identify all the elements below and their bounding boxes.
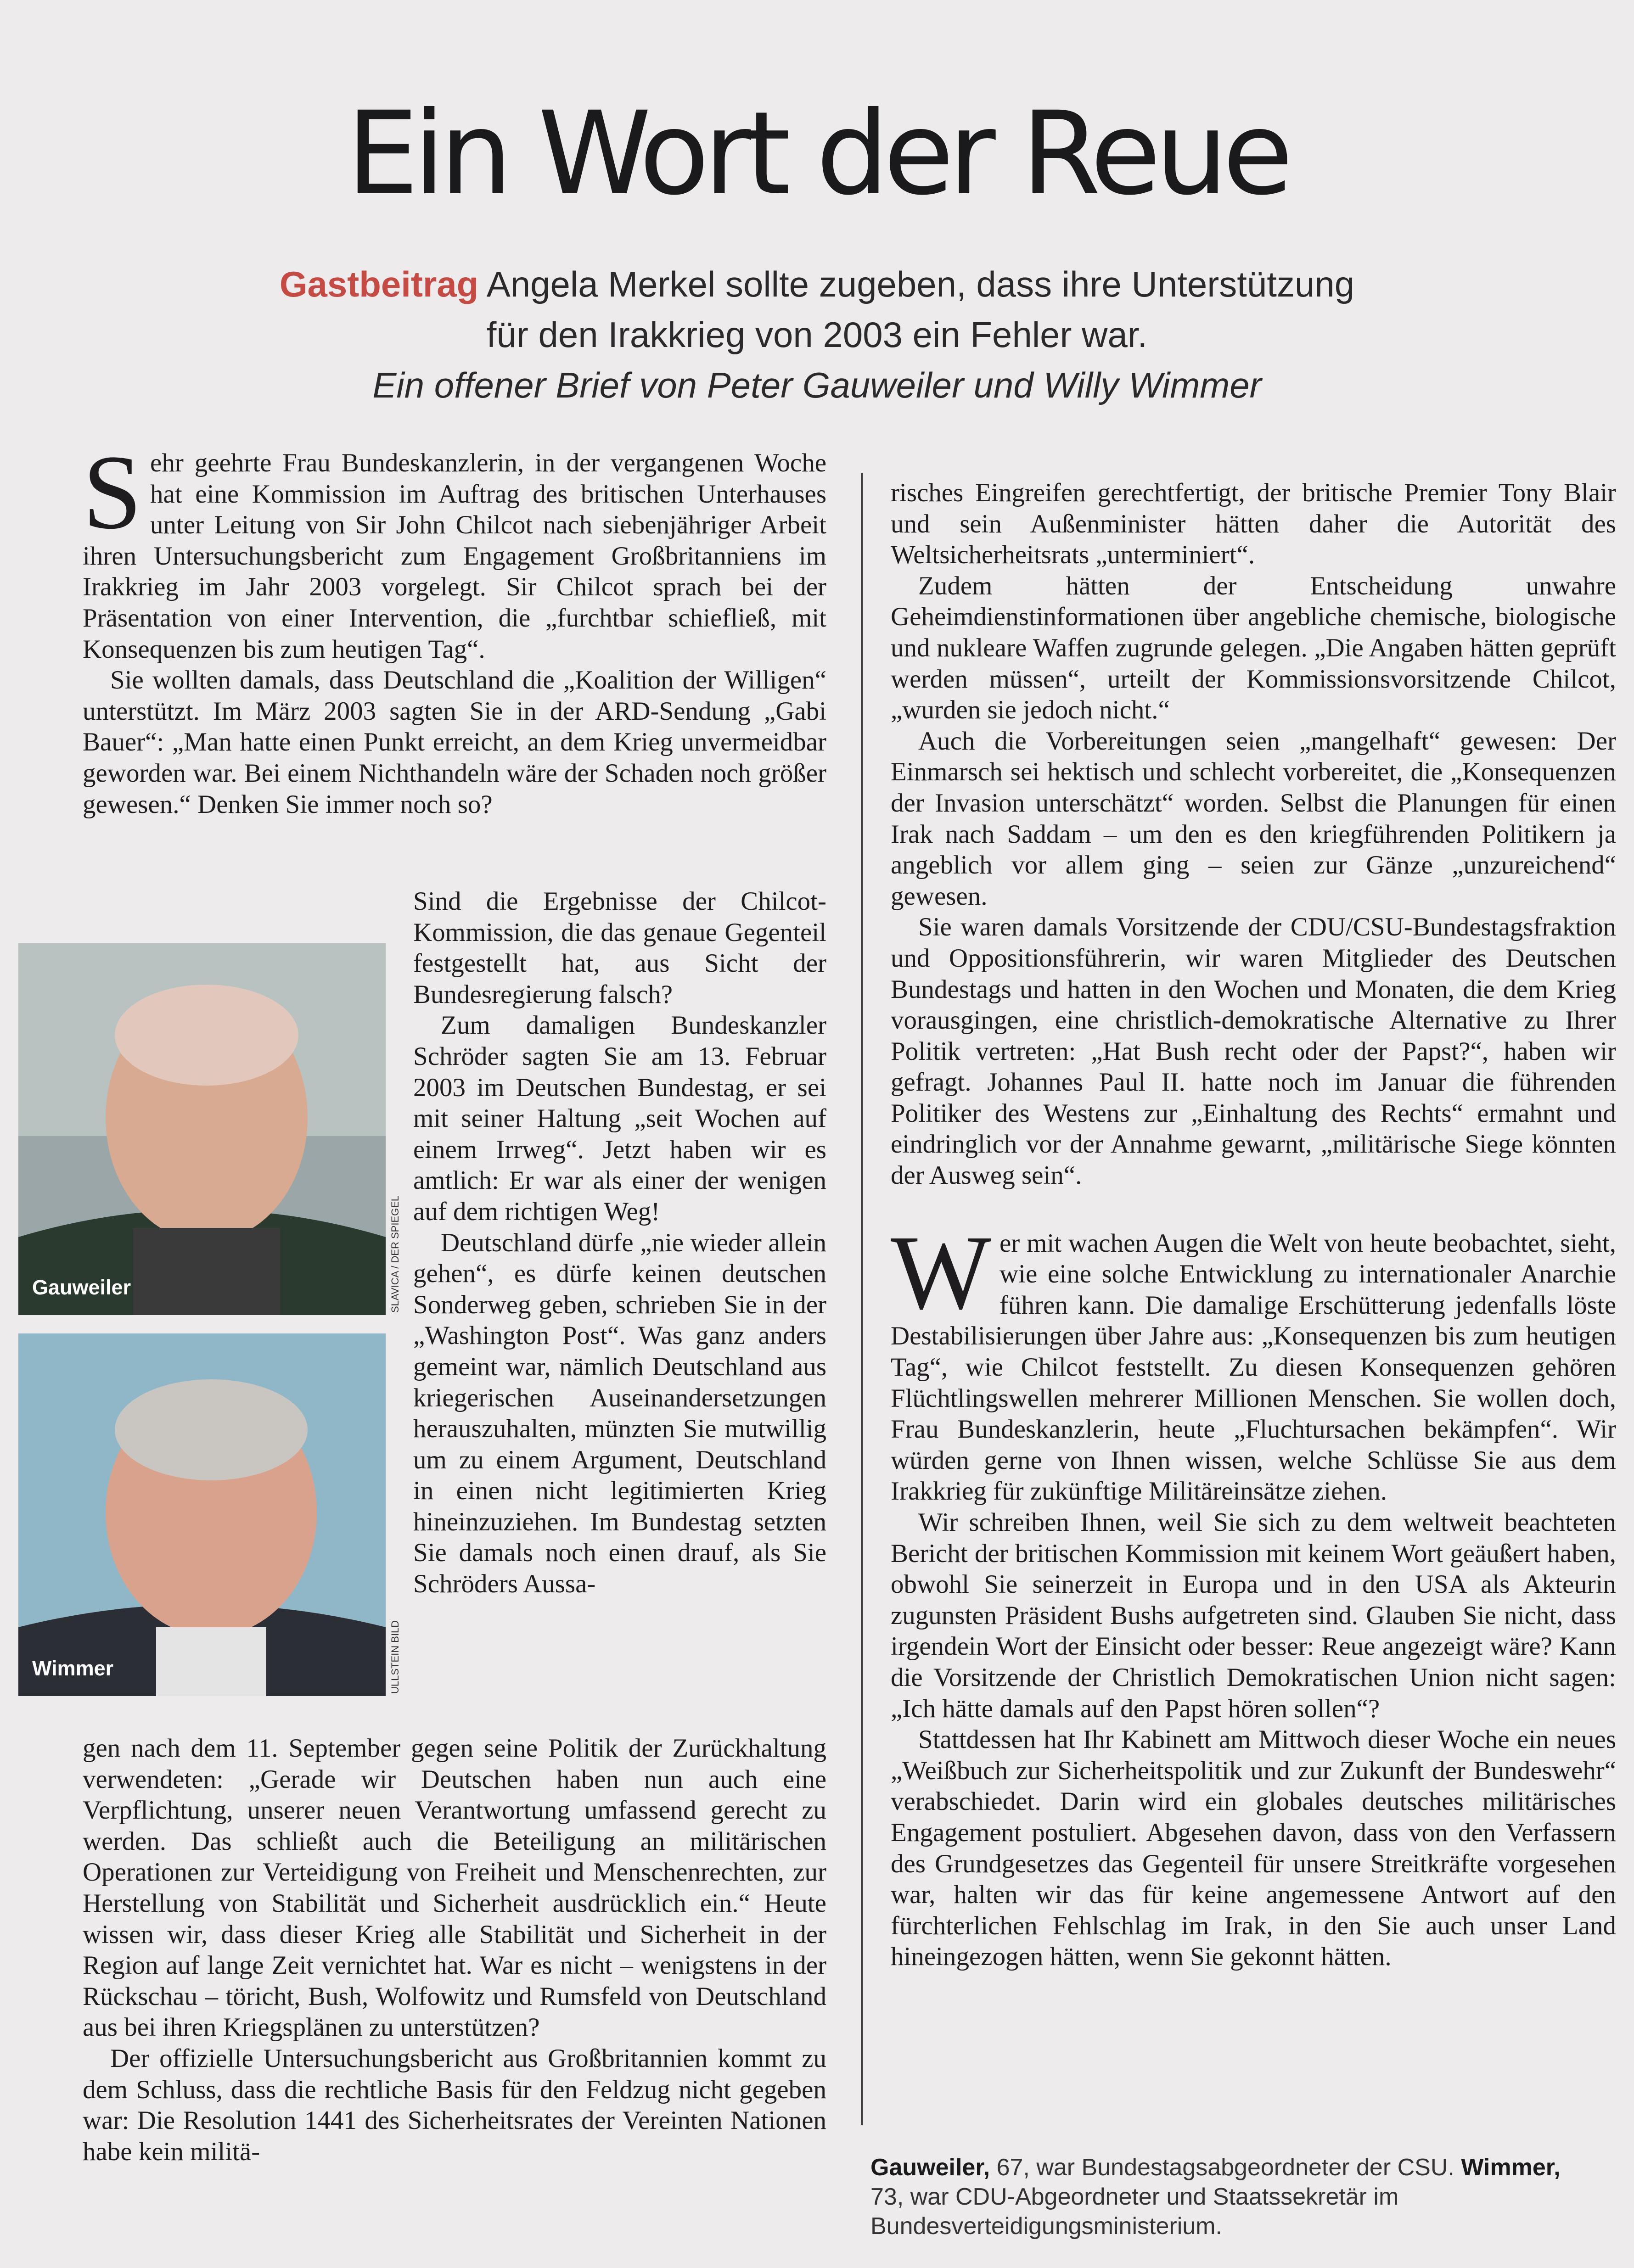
column-divider [861,473,863,2125]
paragraph: Stattdessen hat Ihr Kabinett am Mittwoch dieser Woche ein neues „Weißbuch zur Sicherheitspolitik und zur Zukunft der Bundeswehr“ verabschiedet. Darin wird ein globales deutsches militärisches Engagement postuliert. Abgesehen davon, dass von den Verfassern des Grundgesetzes das Gegenteil für unsere Streitkräfte vorgesehen war, halten wir das für keine angemessene Antwort auf den fürchterlichen Fehlschlag im Irak, in den Sie auch unser Land hineingezogen hätten, wenn Sie gekonnt hätten. [891,1725,1616,1971]
left-column-bottom [83,1733,826,2167]
portrait-wimmer [18,1333,386,1696]
photo-label-gauweiler: Gauweiler [32,1276,131,1299]
subtitle-line1: Angela Merkel sollte zugeben, dass ihre Unterstützung [486,264,1355,304]
paragraph: risches Eingreifen gerechtfertigt, der britische Premier Tony Blair und sein Außenminister hätten daher die Autorität des Weltsicherheitsrats „unterminiert“. [891,478,1616,570]
paragraph: Auch die Vorbereitungen seien „mangelhaft“ gewesen: Der Einmarsch sei hektisch und schlecht vorbereitet, die „Konsequenzen der Invasion unterschätzt“ worden. Selbst die Planungen für einen Irak nach Saddam – um den es den kriegführenden Politikern ja angeblich vor allem ging – seien zur Gänze „unzureichend“ gewesen. [891,726,1616,911]
section-break [891,1191,1616,1228]
author-info: 67, war Bundestagsabgeordneter der CSU. [990,2154,1461,2181]
paragraph: Der offizielle Untersuchungsbericht aus Großbritannien kommt zu dem Schluss, dass die rechtliche Basis für den Feldzug nicht gegeben war: Die Resolution 1441 des Sicherheitsrates der Vereinten Nationen habe kein militä- [83,2044,826,2166]
wimmer-photo [18,1333,386,1696]
byline: Ein offener Brief von Peter Gauweiler und Willy Wimmer [372,365,1262,405]
article-subtitle [0,266,1634,302]
subtitle-line2: für den Irakkrieg von 2003 ein Fehler war. [486,314,1148,355]
paragraph: Deutschland dürfe „nie wieder allein gehen“, es dürfe keinen deutschen Sonderweg geben, schrieben Sie in der „Washington Post“. Was ganz anders gemeint war, nämlich Deutschland aus kriegerischen Auseinandersetzungen herauszuhalten, münzten Sie mutwillig um zu einem Argument, Deutschland in einen nicht legitimierten Krieg hineinzuziehen. Im Bundestag setzten Sie damals noch einen drauf, als Sie Schröders Aussa- [413,1228,826,1599]
paragraph: Wer mit wachen Augen die Welt von heute beobachtet, sieht, wie eine solche Entwicklung zu internationaler Anarchie führen kann. Die damalige Erschütterung jedenfalls löste Destabilisierungen über Jahre aus: „Konsequenzen bis zum heutigen Tag“, wie Chilcot feststellt. Zu diesen Konsequenzen gehören Flüchtlingswellen mehrerer Millionen Menschen. Sie wollen doch, Frau Bundeskanzlerin, heute „Fluchtursachen bekämpfen“. Wir würden gerne von Ihnen wissen, welche Schlüsse Sie aus dem Irakkrieg für zukünftige Militäreinsätze ziehen. [891,1213,1616,1506]
paragraph: gen nach dem 11. September gegen seine Politik der Zurückhaltung verwendeten: „Gerade wir Deutschen haben nun auch eine Verpflichtung, unserer neuen Verantwortung umfassend gerecht zu werden. Das schließt auch die Beteiligung an militärischen Operationen zur Verteidigung von Freiheit und Menschenrechten, zur Herstellung von Stabilität und Sicherheit ausdrücklich ein.“ Heute wissen wir, dass dieser Krieg alle Stabilität und Sicherheit in der Region auf lange Zeit vernichtet hat. War es nicht – wenigstens in der Rückschau – töricht, Bush, Wolfowitz und Rumsfeld von Deutschland aus bei ihren Kriegsplänen zu unterstützen? [83,1734,826,2042]
middle-column [413,886,826,1600]
right-column [891,477,1616,1972]
author-bio [870,2153,1596,2241]
article-title: Ein Wort der Reue [346,87,1288,220]
paragraph: Sind die Ergebnisse der Chilcot-Kommission, die das genaue Gegenteil festgestellt hat, aus Sicht der Bundesregierung falsch? [413,887,826,1009]
photo-label-wimmer: Wimmer [32,1657,114,1680]
paragraph: Sie wollten damals, dass Deutschland die „Koalition der Willigen“ unterstützt. Im März 2003 sagten Sie in der ARD-Sendung „Gabi Bauer“: „Man hatte einen Punkt erreicht, an dem Krieg unvermeidbar geworden war. Bei einem Nichthandeln wäre der Schaden noch größer gewesen.“ Denken Sie immer noch so? [83,666,826,819]
gauweiler-photo [18,943,386,1315]
paragraph: Sie waren damals Vorsitzende der CDU/CSU-Bundestagsfraktion und Oppositionsführerin, wir waren Mitglieder des Deutschen Bundestags und hatten in den Wochen und Monaten, die dem Krieg vorausgingen, eine christlich-demokratische Alternative zu Ihrer Politik vertreten: „Hat Bush recht oder der Papst?“, haben wir gefragt. Johannes Paul II. hatte noch im Januar die führenden Politiker des Westens zur „Einhaltung des Rechts“ ermahnt und eindringlich vor der Annahme gewarnt, „militärische Siege könnten der Ausweg sein“. [891,913,1616,1190]
portrait-gauweiler [18,943,386,1315]
author-info: 73, war CDU-Abgeordneter und Staatssekretär im Bundesverteidigungsministerium. [870,2184,1399,2240]
drop-cap: W [891,1213,991,1332]
paragraph: Zudem hätten der Entscheidung unwahre Geheimdienstinformationen über angebliche chemische, biologische und nukleare Waffen zugrunde gelegen. „Die Angaben hätten geprüft werden müssen“, urteilt der Kommissionsvorsitzende Chilcot, „wurden sie jedoch nicht.“ [891,571,1616,725]
author-name: Gauweiler, [870,2154,990,2181]
author-name: Wimmer, [1461,2154,1561,2181]
kicker-label: Gastbeitrag [279,264,479,304]
photo-credit: ULLSTEIN BILD [389,1620,401,1694]
drop-cap: S [83,433,142,551]
paragraph: Wir schreiben Ihnen, weil Sie sich zu dem weltweit beachteten Bericht der britischen Kommission mit keinem Wort geäußert haben, obwohl Sie seinerzeit in Europa und in den USA als Akteurin zugunsten Präsident Bushs aufgetreten sind. Glauben Sie nicht, dass irgendein Wort der Einsicht oder besser: Reue angezeigt wäre? Kann die Vorsitzende der Christlich Demokratischen Union nicht sagen: „Ich hätte damals auf den Papst hören sollen“? [891,1508,1616,1723]
photo-credit: SLAVICA / DER SPIEGEL [389,1195,401,1313]
paragraph: Sehr geehrte Frau Bundeskanzlerin, in der vergangenen Woche hat eine Kommission im Auftrag des britischen Unterhauses unter Leitung von Sir John Chilcot nach siebenjähriger Arbeit ihren Untersuchungsbericht zum Engagement Großbritanniens im Irakkrieg im Jahr 2003 vorgelegt. Sir Chilcot sprach bei der Präsentation von einer Intervention, die „furchtbar schiefließ, mit Konsequenzen bis zum heutigen Tag“. [83,433,826,664]
left-column-top [83,433,826,820]
paragraph: Zum damaligen Bundeskanzler Schröder sagten Sie am 13. Februar 2003 im Deutschen Bundestag, er sei mit seiner Haltung „seit Wochen auf einem Irrweg“. Jetzt haben wir es amtlich: Er war als einer der wenigen auf dem richtigen Weg! [413,1011,826,1226]
